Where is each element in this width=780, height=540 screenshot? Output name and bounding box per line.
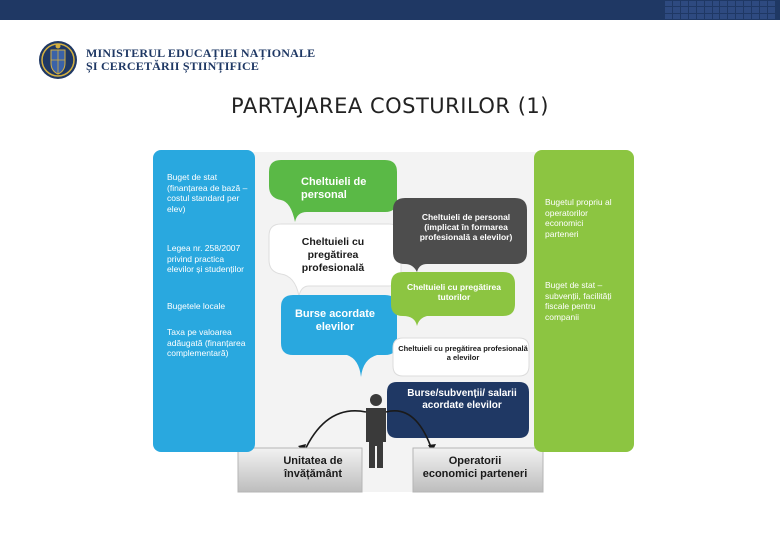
school-cost-label: Cheltuieli cu pregătirea profesională (301, 236, 365, 274)
left-item: Buget de stat (finanțarea de bază –costul standard per elev) (167, 172, 248, 214)
left-item: Bugetele locale (167, 301, 226, 311)
right-item: Buget de stat – subvenții, facilități fiscale pentru companii (545, 280, 612, 322)
school-cost-label: Cheltuieli de personal (301, 176, 367, 201)
company-base-label: Operatorii economici parteneri (422, 455, 528, 480)
left-item: Taxa pe valoarea adăugată (finanțarea complementară) (167, 327, 246, 358)
company-cost-label: Cheltuieli de personal (implicat în formarea profesională a elevilor) (419, 212, 513, 242)
ministry-name-line1: MINISTERUL EDUCAȚIEI NAȚIONALE (86, 46, 316, 60)
slide-title: PARTAJAREA COSTURILOR (1) (231, 94, 549, 118)
school-cost-label: Burse acordate elevilor (294, 308, 376, 333)
company-cost-label: Burse/subvenții/ salarii acordate elevilor (407, 388, 517, 411)
right-item: Bugetul propriu al operatorilor economici parteneri (545, 197, 612, 239)
school-base-label: Unitatea de învățământ (283, 455, 343, 480)
header-bar (0, 0, 780, 20)
ministry-name-line2: ȘI CERCETĂRII ȘTIINȚIFICE (86, 59, 260, 73)
coat-of-arms-icon (38, 38, 78, 82)
company-cost-label: Cheltuieli cu pregătirea profesională a elevilor (398, 344, 528, 362)
left-item: Legea nr. 258/2007 privind practica elevilor și studenților (167, 243, 245, 274)
header-pattern (664, 0, 776, 20)
company-cost-label: Cheltuieli cu pregătirea tutorilor (407, 282, 501, 302)
ministry-name (86, 47, 315, 73)
person-head (370, 394, 382, 406)
